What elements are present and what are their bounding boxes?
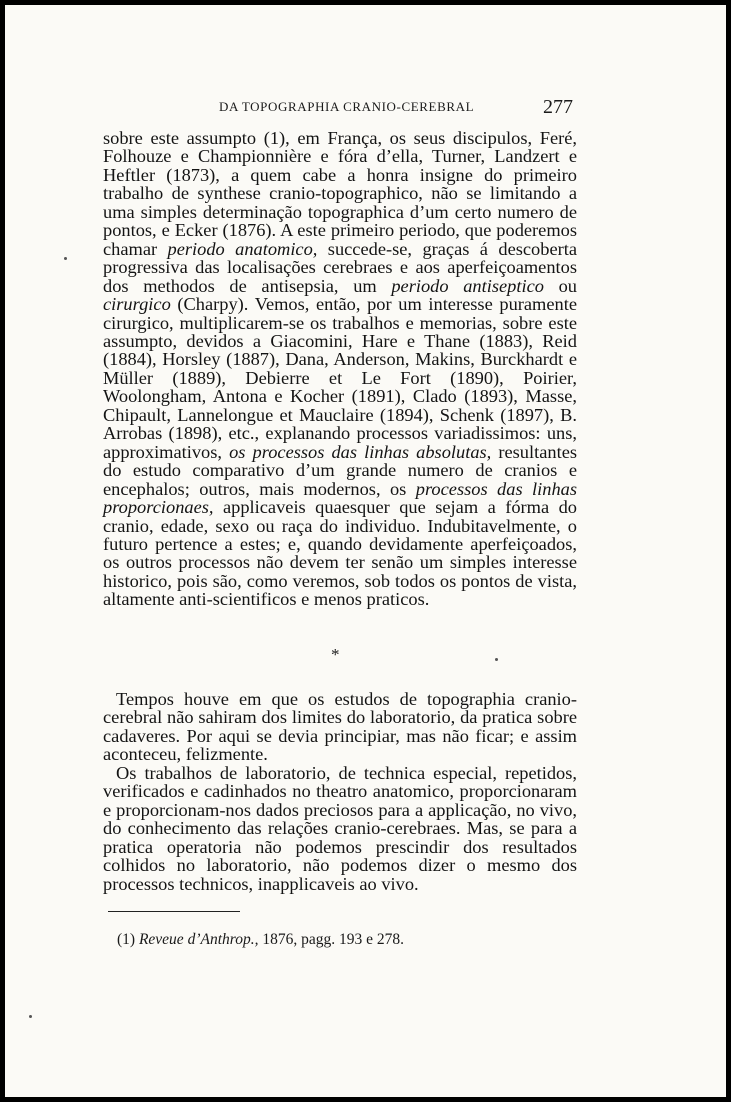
second-section [103,690,577,893]
paper-speck [64,257,67,260]
italic-term: processos das linhas proporcionaes, [103,478,577,518]
italic-term: periodo antiseptico [391,275,544,296]
italic-term: periodo anatomico, [167,238,318,259]
italic-term: cirurgico [103,294,171,315]
section-separator: * [331,645,340,664]
footnote-citation: 1876, pagg. 193 e 278. [258,931,404,948]
paper-speck [495,658,498,661]
footnote [117,931,537,949]
paragraph-3: Os trabalhos de laboratorio, de technica especial, repetidos, verificados e cadinhados no theatro anatomico, proporcionaram e proporcionam-nos dados preciosos para a applicação, no vivo, do conhecimento das relações cranio-cerebraes. Mas, se para a pratica operatoria não podemos prescindir dos resultados colhidos no laboratorio, não podemos dizer o mesmo dos processos technicos, inapplicaveis ao vivo. [103,762,577,894]
running-head: DA TOPOGRAPHIA CRANIO-CEREBRAL [219,99,475,114]
text-run: resultantes do estudo comparativo d’um grande numero de cranios e encephalos; outros, mais modernos, os [103,441,578,499]
book-page [5,5,726,1097]
paragraph-2: Tempos houve em que os estudos de topographia cranio-cerebral não sahiram dos limites do laboratorio, da pratica sobre cadaveres. Por aqui se devia principiar, mas não ficar; e assim aconteceu, felizmente. [103,689,577,765]
text-run: sobre este assumpto (1), em França, os seus discipulos, Feré, Folhouze e Championnière e fóra d’ella, Turner, Landzert e Heftler (1873), a quem cabe a honra insigne do primeiro trabalho de synthese cranio-topographico, não se limitando a uma simples determinação topographica d’um certo numero de pontos, e Ecker (1876). A este primeiro periodo, que poderemos chamar [103,128,577,259]
footnote-title: Reveue d’Anthrop., [138,931,259,948]
footnote-rule [108,911,240,912]
text-run: applicaveis quaesquer que sejam a fórma do cranio, edade, sexo ou raça do individuo. Indubitavelmente, o futuro pertence a estes; e, quando devidamente aperfeiçoados, os outros processos não devem ter senão um simples interesse historico, pois são, como veremos, sob todos os pontos de vista, altamente anti-scientificos e menos praticos. [103,497,577,610]
page-number: 277 [543,96,573,118]
paper-speck [29,1015,32,1018]
page-header [5,98,726,122]
italic-term: os processos das linhas absolutas, [229,441,492,462]
text-run: ou [543,275,577,296]
text-run: succede-se, graças á descoberta progressiva das localisações cerebraes e aos aperfeiçoamentos dos methodos de antisepsia, um [103,238,578,296]
main-text [103,129,577,609]
footnote-marker: (1) [117,931,136,948]
paragraph-1 [103,129,577,609]
text-run: (Charpy). Vemos, então, por um interesse puramente cirurgico, multiplicarem-se os trabalhos e memorias, sobre este assumpto, devidos a Giacomini, Hare e Thane (1883), Reid (1884), Horsley (1887), Dana, Anderson, Makins, Burckhardt e Müller (1889), Debierre et Le Fort (1890), Poirier, Woolongham, Antona e Kocher (1891), Clado (1893), Masse, Chipault, Lannelongue et Mauclaire (1894), Schenk (1897), B. Arrobas (1898), etc., explanando processos variadissimos: uns, approximativos, [103,294,577,462]
